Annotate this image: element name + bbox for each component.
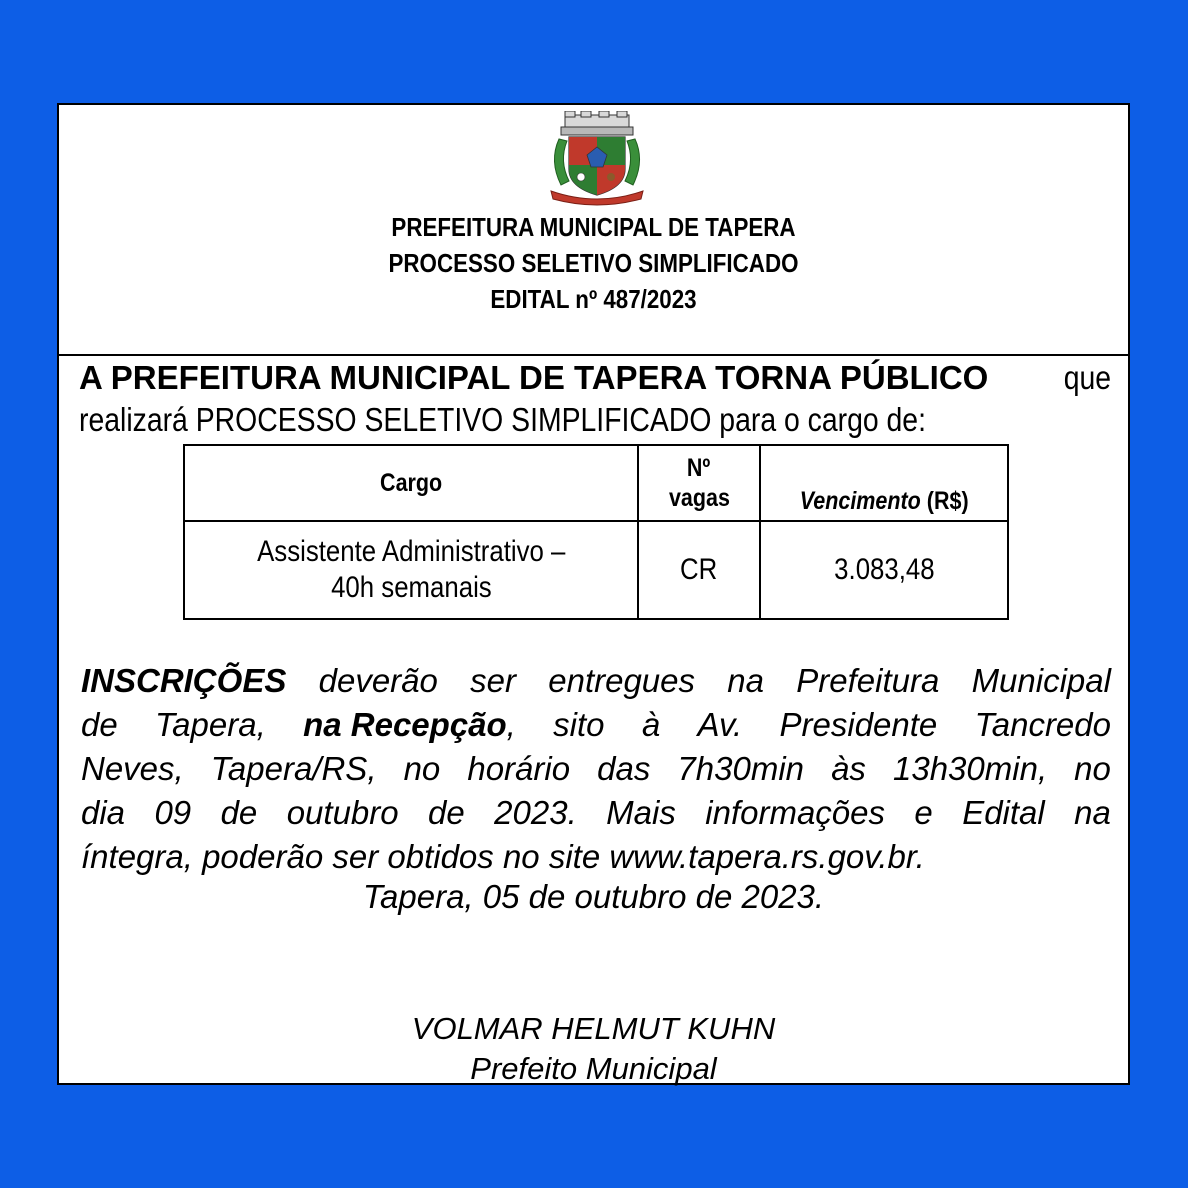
body-word: dia — [81, 794, 126, 831]
header-vagas — [638, 445, 760, 521]
body-word: na — [1074, 794, 1111, 831]
header-line-edital: EDITAL nº 487/2023 — [490, 284, 697, 314]
body-word: informações — [705, 794, 886, 831]
table-header-row — [184, 445, 1008, 521]
coat-of-arms-icon — [547, 111, 647, 207]
body-word: e — [914, 794, 933, 831]
header-title-block — [134, 209, 1053, 317]
body-word: 13h30min, — [893, 750, 1048, 787]
body-word: outubro — [286, 794, 399, 831]
body-word: Tancredo — [974, 706, 1111, 743]
intro-line-2-text: realizará PROCESSO SELETIVO SIMPLIFICADO para o cargo de: — [79, 401, 926, 438]
body-line-3 — [81, 747, 1111, 791]
header-cargo — [184, 445, 638, 521]
body-word: Presidente — [779, 706, 938, 743]
notice-header — [59, 105, 1128, 356]
body-line-5-text: íntegra, poderão ser obtidos no site www.tapera.rs.gov.br. — [81, 838, 925, 875]
body-word: Mais — [606, 794, 676, 831]
header-vencimento-unit: (R$) — [926, 487, 969, 515]
body-line-2 — [81, 703, 1111, 747]
header-vencimento — [760, 445, 1008, 521]
body-line-1 — [81, 659, 1111, 703]
body-word: de — [81, 706, 118, 743]
table-row — [184, 521, 1008, 619]
body-word: entregues — [548, 662, 696, 699]
intro-line-2 — [79, 399, 1111, 441]
body-word: Tapera/RS, — [210, 750, 377, 787]
body-word: de — [220, 794, 258, 831]
body-word: Prefeitura — [796, 662, 940, 699]
header-vagas-line2: vagas — [668, 484, 730, 512]
body-word: no — [403, 750, 441, 787]
body-word: Tapera, — [155, 706, 266, 743]
intro-line-1 — [79, 357, 1111, 399]
cell-cargo-line2: 40h semanais — [330, 571, 492, 604]
body-word: deverão — [318, 662, 438, 699]
header-line-prefeitura: PREFEITURA MUNICIPAL DE TAPERA — [391, 212, 796, 242]
body-word: horário — [467, 750, 571, 787]
signature-name: VOLMAR HELMUT KUHN — [411, 1011, 776, 1046]
inscricoes-paragraph — [81, 659, 1111, 879]
cell-cargo-line1: Assistente Administrativo – — [256, 535, 566, 568]
positions-table — [183, 444, 1009, 620]
body-word: Edital — [962, 794, 1045, 831]
intro-bold-text — [79, 357, 988, 399]
cell-vagas-value: CR — [680, 553, 718, 586]
cell-vencimento — [760, 521, 1008, 619]
body-word: ser — [470, 662, 516, 699]
intro-tail-word: que — [1063, 359, 1111, 396]
cell-vagas — [638, 521, 760, 619]
header-vencimento-label: Vencimento — [799, 487, 921, 515]
signature-title: Prefeito Municipal — [470, 1051, 717, 1086]
body-word: às — [831, 750, 866, 787]
inscricoes-bold: INSCRIÇÕES — [81, 662, 287, 699]
cell-cargo — [184, 521, 638, 619]
notice-panel — [57, 103, 1130, 1085]
body-word: Municipal — [971, 662, 1111, 699]
body-word: 7h30min — [677, 750, 805, 787]
body-word: das — [597, 750, 651, 787]
date-line: Tapera, 05 de outubro de 2023. — [362, 878, 825, 915]
body-word: Av. — [697, 706, 743, 743]
body-word: 09 — [154, 794, 192, 831]
intro-bold-span: A PREFEITURA MUNICIPAL DE TAPERA TORNA PÚBLICO — [79, 359, 989, 396]
signature-block — [59, 1009, 1128, 1089]
recepcao-bold: na Recepção — [303, 706, 507, 743]
body-line-5 — [81, 835, 1111, 879]
header-cargo-label: Cargo — [379, 468, 443, 497]
header-line-processo: PROCESSO SELETIVO SIMPLIFICADO — [388, 248, 799, 278]
body-word: na — [727, 662, 764, 699]
recepcao-group — [303, 703, 516, 747]
body-line-4 — [81, 791, 1111, 835]
header-vagas-line1: Nº — [687, 454, 711, 482]
body-word: de — [428, 794, 465, 831]
body-word: à — [641, 706, 661, 743]
cell-vencimento-value: 3.083,48 — [833, 553, 935, 586]
body-word: sito — [553, 706, 605, 743]
body-word: 2023. — [494, 794, 577, 831]
intro-paragraph — [79, 357, 1111, 441]
body-word: Neves, — [81, 750, 184, 787]
body-word: , — [506, 706, 516, 743]
body-word: no — [1074, 750, 1111, 787]
